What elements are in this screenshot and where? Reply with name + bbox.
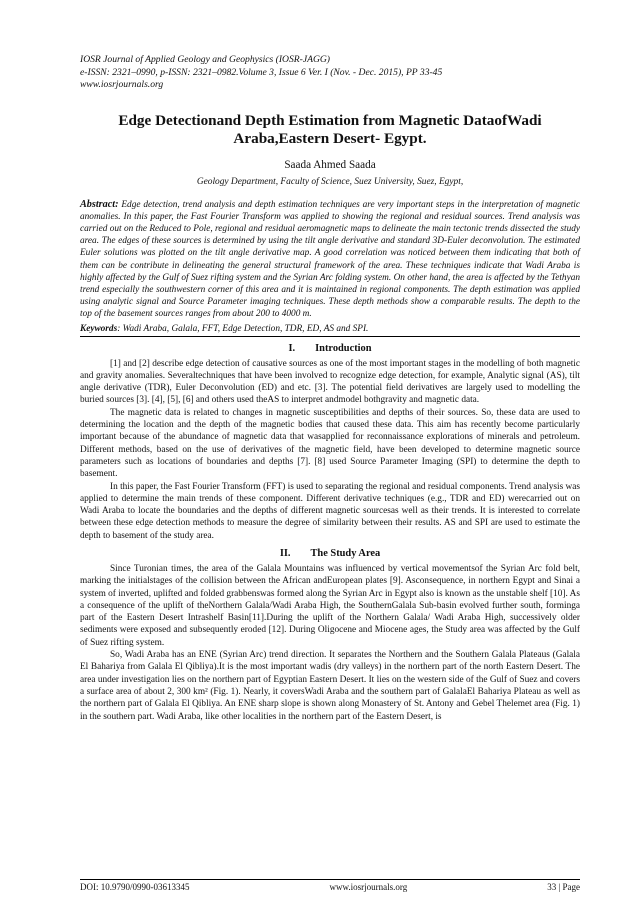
paragraph: [1] and [2] describe edge detection of causative sources as one of the most important stages in the modelling of both magnetic and gravity anomalies. Severaltechniques that have been involved to recognize edge detection, for example, Analytic signal (AS), tilt angle derivative (TDR), Euler Deconvolution (ED) and etc. [3]. The potential field derivatives are largely used to modelling the buried sources [3]. [4], [5], [6] and others used theAS to interpret andmodel bothgravity and magnetic data. [80,358,580,406]
section-heading-introduction [80,343,580,354]
abstract [80,199,580,321]
section-number: I. [288,342,296,354]
journal-name: IOSR Journal of Applied Geology and Geophysics (IOSR-JAGG) [80,54,330,65]
section-number: II. [279,547,291,559]
paragraph: Since Turonian times, the area of the Galala Mountains was influenced by vertical movementsof the Syrian Arc fold belt, marking the initialstages of the collision between the African andEuropean plates [9]. Asconsequence, in northern Egypt and Sinai a system of inverted, uplifted and folded grabbenswas formed along the Syrian Arc in Egypt also is known as the unstable shelf [10]. As a consequence of the uplift of theNorthern Galala/Wadi Araba High, the SouthernGalala Sub-basin evolved further south, forminga part of the Eastern Desert Intrashelf Basin[11].During the uplift of the Northern Galala/ Wadi Araba High, successively older sediments were exposed and subsequently eroded [12]. During Oligocene and Miocene ages, the Study area was affected by the Gulf of Suez rifting system. [80,563,580,648]
paragraph: In this paper, the Fast Fourier Transform (FFT) is used to separating the regional and residual components. Trend analysis was applied to determine the main trends of these component. Different derivative techniques (e.g., TDR and ED) werecarried out on Wadi Araba to locate the boundaries and the depths of different magnetic sourcesas well as their trends. It is interested to correlate between these edge detection methods to measure the degree of similarity between their results. AS and SPI are used to estimate the depth to basement of the study area. [80,481,580,541]
abstract-label: Abstract: [80,198,119,210]
paragraph: The magnetic data is related to changes in magnetic susceptibilities and depths of their sources. So, these data are used to determining the location and the depth of the magnetic bodies that caused these data. This aim has recently become particularly important because of the abundance of magnetic data that wasapplied for reconnaissance explorations of minerals and petroleum. Different methods, based on the use of derivatives of the magnetic field, have been developed to determine magnetic source parameters such as locations of boundaries and depths [7]. [8] used Source Parameter Imaging (SPI) to determine the depth to basement. [80,407,580,480]
paragraph: So, Wadi Araba has an ENE (Syrian Arc) trend direction. It separates the Northern and the Southern Galala Plateaus (Galala El Bahariya from Galala El Qibliya).It is the most important wadis (dry valleys) in the northern part of the north Eastern Desert. The area under investigation lies on the northern part of Egyptian Eastern Desert. It lies on the western side of the Gulf of Suez and covers a surface area of about 2, 300 km² (Fig. 1). Nearly, it coversWadi Araba and the southern part of GalalaEl Bahariya Plateau as well as the northern part of Galala El Qibliya. An ENE sharp slope is shown along Monastery of St. Antony and Gebel Thelemet area (Fig. 1) in the southern part. Wadi Araba, like other localities in the northern part of the Eastern Desert, is [80,650,580,722]
keywords-label: Keywords [80,323,118,334]
section-heading-study-area [80,548,580,559]
journal-issn: e-ISSN: 2321–0990, p-ISSN: 2321–0982.Volume 3, Issue 6 Ver. I (Nov. - Dec. 2015), PP 33-45 [80,66,443,78]
keywords [80,324,580,334]
section-title: Introduction [315,342,372,354]
journal-website: www.iosrjournals.org [80,79,164,90]
section-title: The Study Area [310,547,381,559]
abstract-divider [80,336,580,337]
abstract-text: Edge detection, trend analysis and depth estimation techniques are very important steps in the interpretation of magnetic anomalies. In this paper, the Fast Fourier Transform was applied to showing the regional and residual sources. Trend analysis was carried out on the Reduced to Pole, regional and residual aeromagnetic maps to delineate the main tectonic trends dissected the study area. The edges of these sources is determined by using the tilt angle derivative and standard 3D-Euler deconvolution. The estimated Euler solutions was plotted on the tilt angle derivative map. A good correlation was noticed between them indicating that both of them can be contribute in delineating the general structural framework of the area. These techniques indicate that Wadi Araba is highly affected by the Gulf of Suez rifting system and the Syrian Arc folding system. On other hand, the area is affected by the Tethyan trend especially the southwestern corner of this area and it is maintained in regional components. The depth estimation was applied using analytic signal and Source Parameter imaging techniques. These depth methods show a comparable results. The depth to the top of the basement sources ranges from about 200 to 4000 m. [80,199,581,320]
page-footer [80,879,580,892]
keywords-text: : Wadi Araba, Galala, FFT, Edge Detection, TDR, ED, AS and SPI. [117,323,369,334]
footer-page-number: 33 | Page [547,882,580,892]
author-name: Saada Ahmed Saada [284,158,376,171]
author-affiliation: Geology Department, Faculty of Science, Suez University, Suez, Egypt, [196,176,464,187]
journal-header [80,54,580,92]
paper-title: Edge Detectionand Depth Estimation from Magnetic DataofWadi Araba,Eastern Desert- Egypt. [118,111,542,147]
footer-doi: DOI: 10.9790/0990-03613345 [80,882,190,892]
footer-website: www.iosrjournals.org [329,882,408,892]
